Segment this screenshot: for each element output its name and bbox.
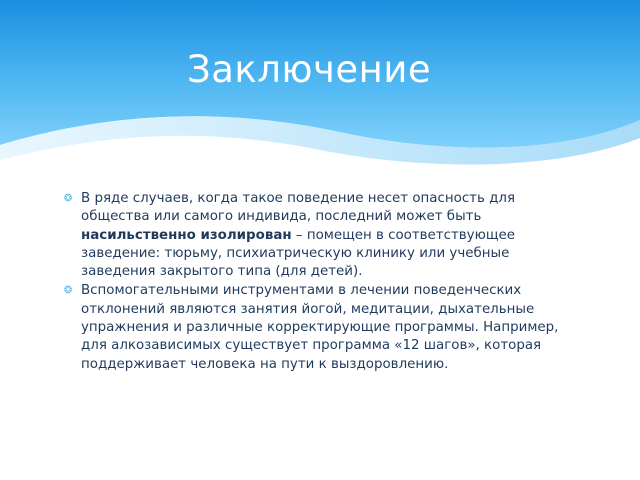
circle-bullet-icon: ❂ [64, 193, 73, 204]
bullet-list [64, 190, 584, 375]
bullet-item-2 [64, 282, 584, 373]
bullet-1-text-before: В ряде случаев, когда такое поведение несет опасность для общества или самого индивида, последний может быть [81, 191, 515, 225]
bullet-1-text-after: – помещен в соответствующее заведение: тюрьму, психиатрическую клинику или учебные заведения закрытого типа (для детей). [81, 227, 515, 280]
slide-title: Заключение [187, 48, 432, 91]
bullet-item-1 [64, 190, 584, 281]
bullet-2-text: Вспомогательными инструментами в лечении поведенческих отклонений являются занятия йогой, медитации, дыхательные упражнения и различные корректирующие программы. Например, для алкозависимых существует программа «12 шагов», которая поддерживает человека на пути к выздоровлению. [81, 283, 559, 372]
circle-bullet-icon: ❂ [64, 285, 73, 297]
bullet-1-bold-text: насильственно изолирован [81, 227, 292, 243]
